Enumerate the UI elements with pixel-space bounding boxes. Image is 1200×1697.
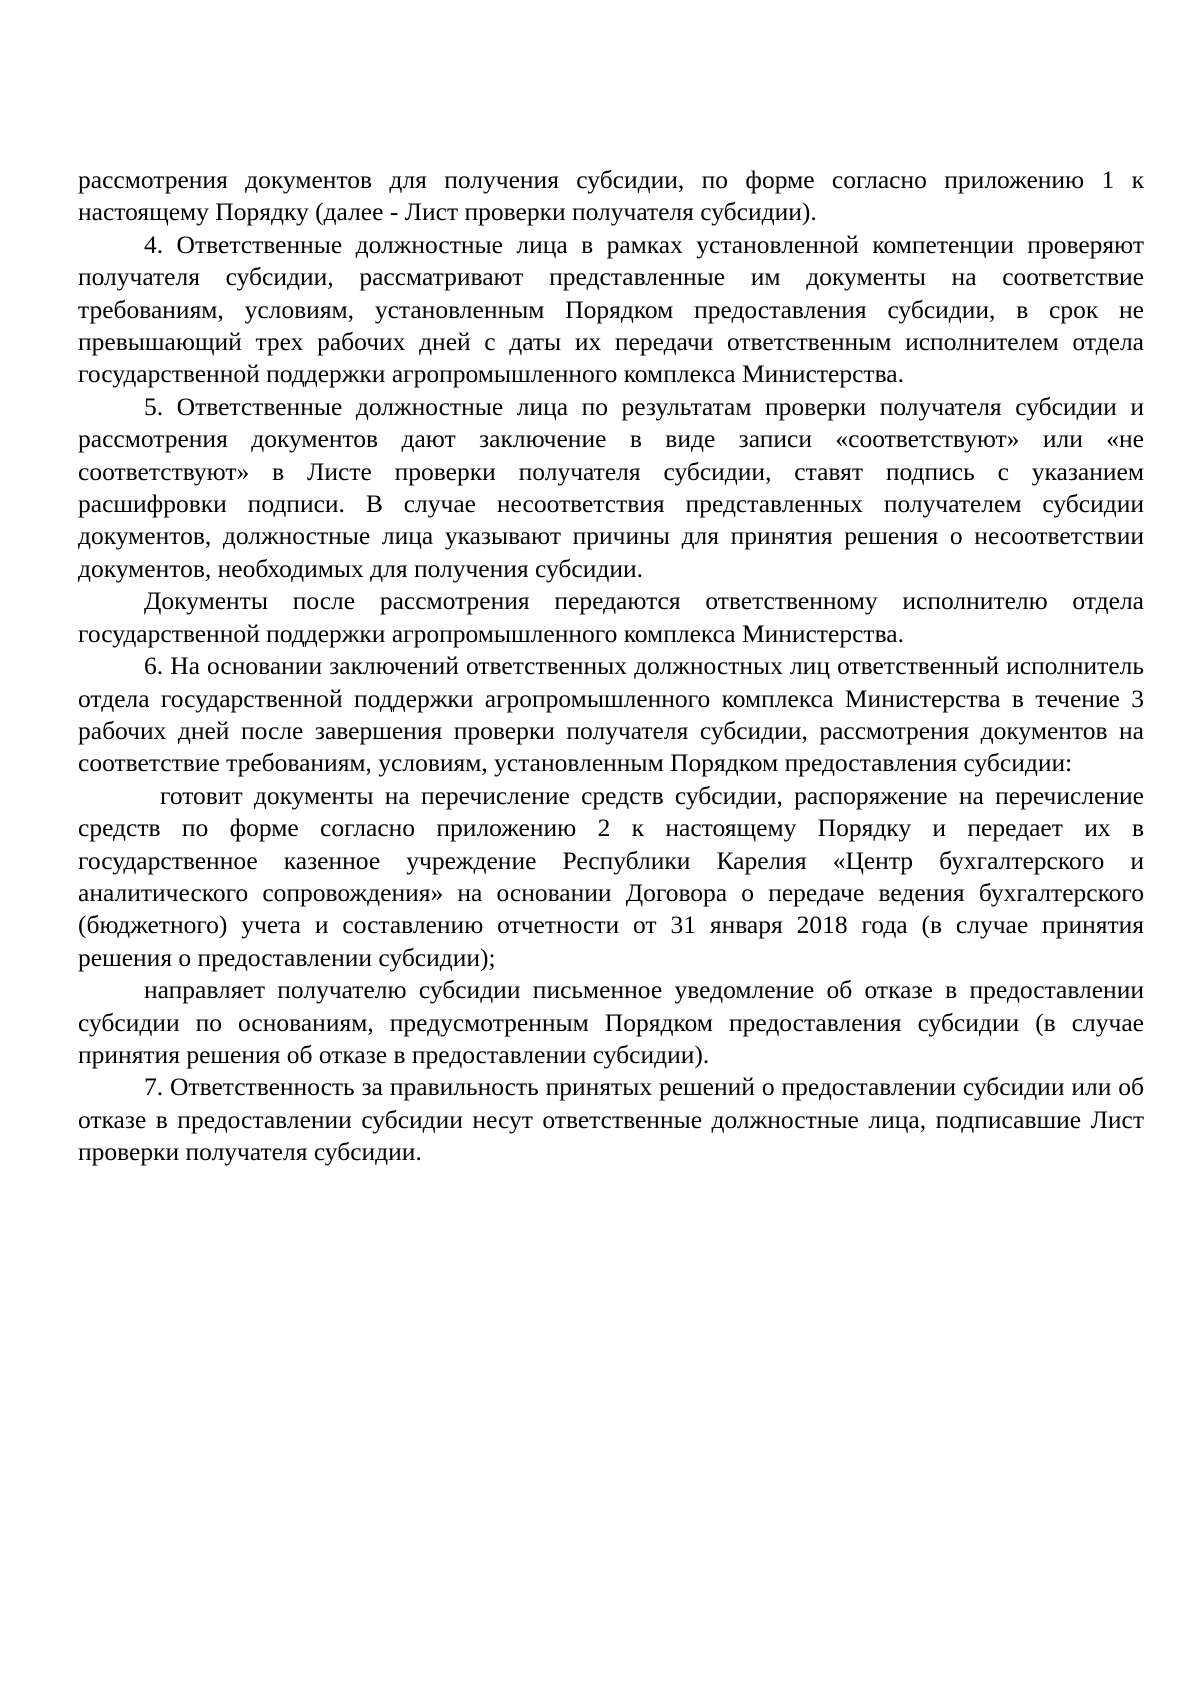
paragraph-item-6: 6. На основании заключений ответственных должностных лиц ответственный исполнитель отдела государственной поддержки агропромышленного комплекса Министерства в течение 3 рабочих дней после завершения проверки получателя субсидии, рассмотрения документов на соответствие требованиям, условиям, установленным Порядком предоставления субсидии: xyxy=(78,651,1144,778)
paragraph-item-5: 5. Ответственные должностные лица по результатам проверки получателя субсидии и рассмотрения документов дают заключение в виде записи «соответствуют» или «не соответствуют» в Листе проверки получателя субсидии, ставят подпись с указанием расшифровки подписи. В случае несоответствия представленных получателем субсидии документов, должностные лица указывают причины для принятия решения о несоответствии документов, необходимых для получения субсидии. xyxy=(78,391,1144,583)
paragraph-continuation: рассмотрения документов для получения субсидии, по форме согласно приложению 1 к настоящему Порядку (далее - Лист проверки получателя субсидии). xyxy=(78,165,1144,227)
paragraph-prepares-documents: готовит документы на перечисление средств субсидии, распоряжение на перечисление средств по форме согласно приложению 2 к настоящему Порядку и передает их в государственное казенное учреждение Республики Карелия «Центр бухгалтерского и аналитического сопровождения» на основании Договора о передаче ведения бухгалтерского (бюджетного) учета и составлению отчетности от 31 января 2018 года (в случае принятия решения о предоставлении субсидии); xyxy=(78,780,1144,972)
paragraph-item-7: 7. Ответственность за правильность принятых решений о предоставлении субсидии или об отказе в предоставлении субсидии несут ответственные должностные лица, подписавшие Лист проверки получателя субсидии. xyxy=(78,1072,1144,1167)
paragraph-sends-notice: направляет получателю субсидии письменное уведомление об отказе в предоставлении субсидии по основаниям, предусмотренным Порядком предоставления субсидии (в случае принятия решения об отказе в предоставлении субсидии). xyxy=(78,975,1144,1069)
document-page xyxy=(78,164,1144,1169)
paragraph-item-4: 4. Ответственные должностные лица в рамках установленной компетенции проверяют получателя субсидии, рассматривают представленные им документы на соответствие требованиям, условиям, установленным Порядком предоставления субсидии, в срок не превышающий трех рабочих дней с даты их передачи ответственным исполнителем отдела государственной поддержки агропромышленного комплекса Министерства. xyxy=(78,229,1144,389)
paragraph-documents-transfer: Документы после рассмотрения передаются ответственному исполнителю отдела государственной поддержки агропромышленного комплекса Министерства. xyxy=(78,586,1144,648)
